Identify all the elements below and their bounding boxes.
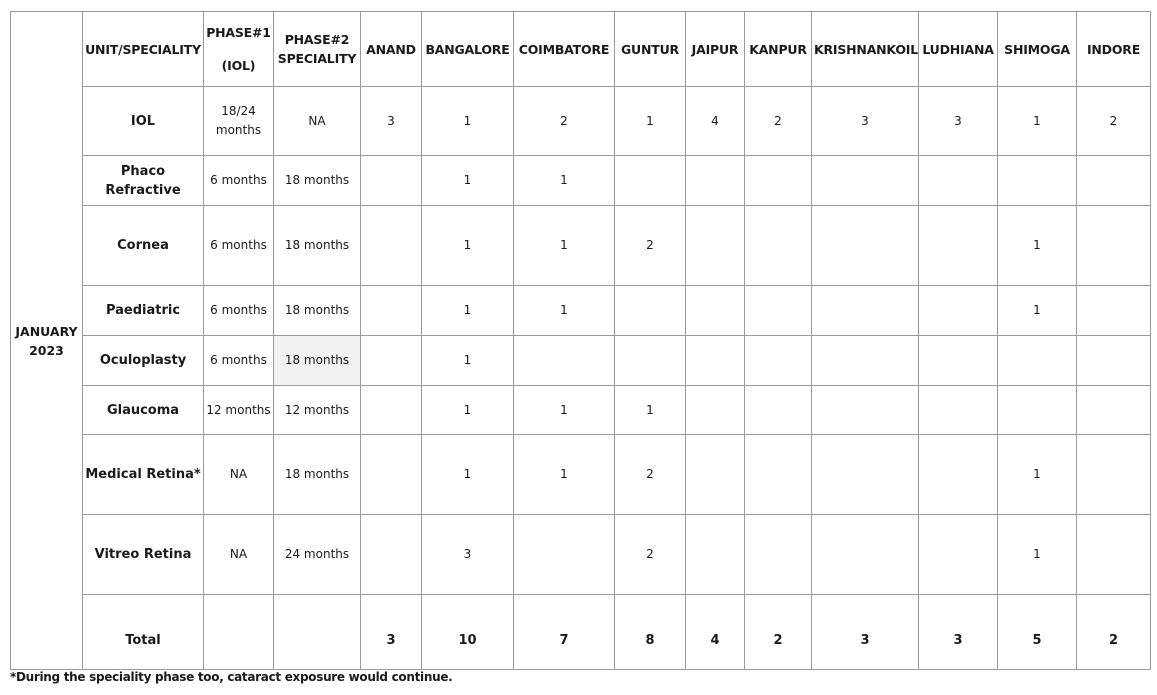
count-cell-anand [361,515,422,595]
table-row [11,336,1151,386]
count-cell-ludhiana [919,435,998,515]
centre-header-jaipur: JAIPUR [686,12,745,87]
total-count-jaipur: 4 [686,595,745,670]
unit-cell: Cornea [83,206,204,286]
count-cell-krishnankoil [812,515,919,595]
footnote: *During the speciality phase too, cataract exposure would continue. [10,670,453,684]
count-cell-coimbatore: 1 [514,206,615,286]
count-cell-guntur: 2 [615,206,686,286]
count-cell-jaipur [686,286,745,336]
total-count-krishnankoil: 3 [812,595,919,670]
unit-cell: Paediatric [83,286,204,336]
phase2-cell: 18 months [274,286,361,336]
header-row [11,12,1151,87]
table-body [11,12,1151,670]
count-cell-guntur: 1 [615,87,686,156]
count-cell-anand: 3 [361,87,422,156]
count-cell-jaipur [686,435,745,515]
count-cell-ludhiana [919,336,998,386]
count-cell-bangalore: 1 [422,386,514,435]
count-cell-kanpur [745,515,812,595]
count-cell-indore [1077,156,1151,206]
count-cell-anand [361,156,422,206]
count-cell-coimbatore: 1 [514,435,615,515]
count-cell-krishnankoil [812,386,919,435]
total-phase1-cell [204,595,274,670]
phase2-cell: 18 months [274,435,361,515]
count-cell-shimoga: 1 [998,87,1077,156]
total-count-kanpur: 2 [745,595,812,670]
count-cell-ludhiana [919,286,998,336]
count-cell-anand [361,386,422,435]
count-cell-shimoga: 1 [998,435,1077,515]
phase1-cell: 12 months [204,386,274,435]
phase1-header-line1: PHASE#1 [206,25,271,40]
phase2-cell: 24 months [274,515,361,595]
count-cell-ludhiana [919,386,998,435]
count-cell-bangalore: 1 [422,336,514,386]
count-cell-indore [1077,286,1151,336]
rotation-table [10,11,1151,670]
centre-header-krishnankoil: KRISHNANKOIL [812,12,919,87]
centre-header-bangalore: BANGALORE [422,12,514,87]
count-cell-bangalore: 1 [422,435,514,515]
count-cell-bangalore: 1 [422,206,514,286]
total-row [11,595,1151,670]
table-row [11,87,1151,156]
phase2-cell: 12 months [274,386,361,435]
count-cell-guntur: 2 [615,515,686,595]
count-cell-coimbatore: 1 [514,286,615,336]
centre-header-kanpur: KANPUR [745,12,812,87]
count-cell-guntur [615,336,686,386]
count-cell-shimoga [998,386,1077,435]
count-cell-jaipur [686,206,745,286]
count-cell-guntur [615,156,686,206]
count-cell-kanpur [745,286,812,336]
count-cell-krishnankoil [812,336,919,386]
table-row [11,156,1151,206]
count-cell-kanpur: 2 [745,87,812,156]
count-cell-ludhiana: 3 [919,87,998,156]
unit-cell: Glaucoma [83,386,204,435]
count-cell-ludhiana [919,515,998,595]
phase1-header [204,12,274,87]
phase1-cell: NA [204,515,274,595]
count-cell-indore [1077,206,1151,286]
count-cell-guntur: 2 [615,435,686,515]
centre-header-ludhiana: LUDHIANA [919,12,998,87]
table-row [11,386,1151,435]
total-count-coimbatore: 7 [514,595,615,670]
phase1-cell: 6 months [204,336,274,386]
count-cell-anand [361,435,422,515]
count-cell-jaipur [686,386,745,435]
centre-header-coimbatore: COIMBATORE [514,12,615,87]
count-cell-krishnankoil [812,286,919,336]
count-cell-jaipur: 4 [686,87,745,156]
table-row [11,286,1151,336]
total-count-guntur: 8 [615,595,686,670]
count-cell-anand [361,336,422,386]
phase1-cell: 6 months [204,286,274,336]
count-cell-anand [361,286,422,336]
count-cell-indore [1077,386,1151,435]
centre-header-anand: ANAND [361,12,422,87]
count-cell-bangalore: 3 [422,515,514,595]
count-cell-shimoga [998,336,1077,386]
total-phase2-cell [274,595,361,670]
phase2-cell: NA [274,87,361,156]
unit-cell: Medical Retina* [83,435,204,515]
count-cell-bangalore: 1 [422,87,514,156]
count-cell-coimbatore [514,336,615,386]
count-cell-shimoga [998,156,1077,206]
unit-cell: Phaco Refractive [83,156,204,206]
total-label: Total [83,595,204,670]
total-count-anand: 3 [361,595,422,670]
phase1-header-line2: (IOL) [221,58,256,73]
total-count-ludhiana: 3 [919,595,998,670]
count-cell-coimbatore: 1 [514,386,615,435]
count-cell-kanpur [745,435,812,515]
count-cell-krishnankoil: 3 [812,87,919,156]
count-cell-krishnankoil [812,206,919,286]
table-row [11,435,1151,515]
count-cell-kanpur [745,386,812,435]
count-cell-krishnankoil [812,156,919,206]
phase1-cell: 6 months [204,206,274,286]
phase1-cell: 18/24 months [204,87,274,156]
phase2-cell: 18 months [274,156,361,206]
table-row [11,206,1151,286]
table-row [11,515,1151,595]
unit-cell: Vitreo Retina [83,515,204,595]
centre-header-indore: INDORE [1077,12,1151,87]
count-cell-indore: 2 [1077,87,1151,156]
count-cell-coimbatore [514,515,615,595]
centre-header-guntur: GUNTUR [615,12,686,87]
unit-cell: Oculoplasty [83,336,204,386]
unit-cell: IOL [83,87,204,156]
count-cell-shimoga: 1 [998,206,1077,286]
count-cell-anand [361,206,422,286]
count-cell-ludhiana [919,206,998,286]
total-count-indore: 2 [1077,595,1151,670]
count-cell-bangalore: 1 [422,286,514,336]
total-count-bangalore: 10 [422,595,514,670]
count-cell-indore [1077,336,1151,386]
count-cell-shimoga: 1 [998,515,1077,595]
count-cell-shimoga: 1 [998,286,1077,336]
count-cell-coimbatore: 1 [514,156,615,206]
count-cell-coimbatore: 2 [514,87,615,156]
count-cell-kanpur [745,156,812,206]
centre-header-shimoga: SHIMOGA [998,12,1077,87]
count-cell-kanpur [745,336,812,386]
phase1-cell: NA [204,435,274,515]
count-cell-indore [1077,515,1151,595]
count-cell-indore [1077,435,1151,515]
phase2-header: PHASE#2 SPECIALITY [274,12,361,87]
unit-header: UNIT/SPECIALITY [83,12,204,87]
count-cell-ludhiana [919,156,998,206]
phase2-cell: 18 months [274,206,361,286]
count-cell-bangalore: 1 [422,156,514,206]
count-cell-jaipur [686,515,745,595]
count-cell-kanpur [745,206,812,286]
month-cell: JANUARY 2023 [11,12,83,670]
total-count-shimoga: 5 [998,595,1077,670]
count-cell-guntur: 1 [615,386,686,435]
count-cell-jaipur [686,156,745,206]
count-cell-jaipur [686,336,745,386]
phase1-cell: 6 months [204,156,274,206]
count-cell-guntur [615,286,686,336]
phase2-cell: 18 months [274,336,361,386]
count-cell-krishnankoil [812,435,919,515]
